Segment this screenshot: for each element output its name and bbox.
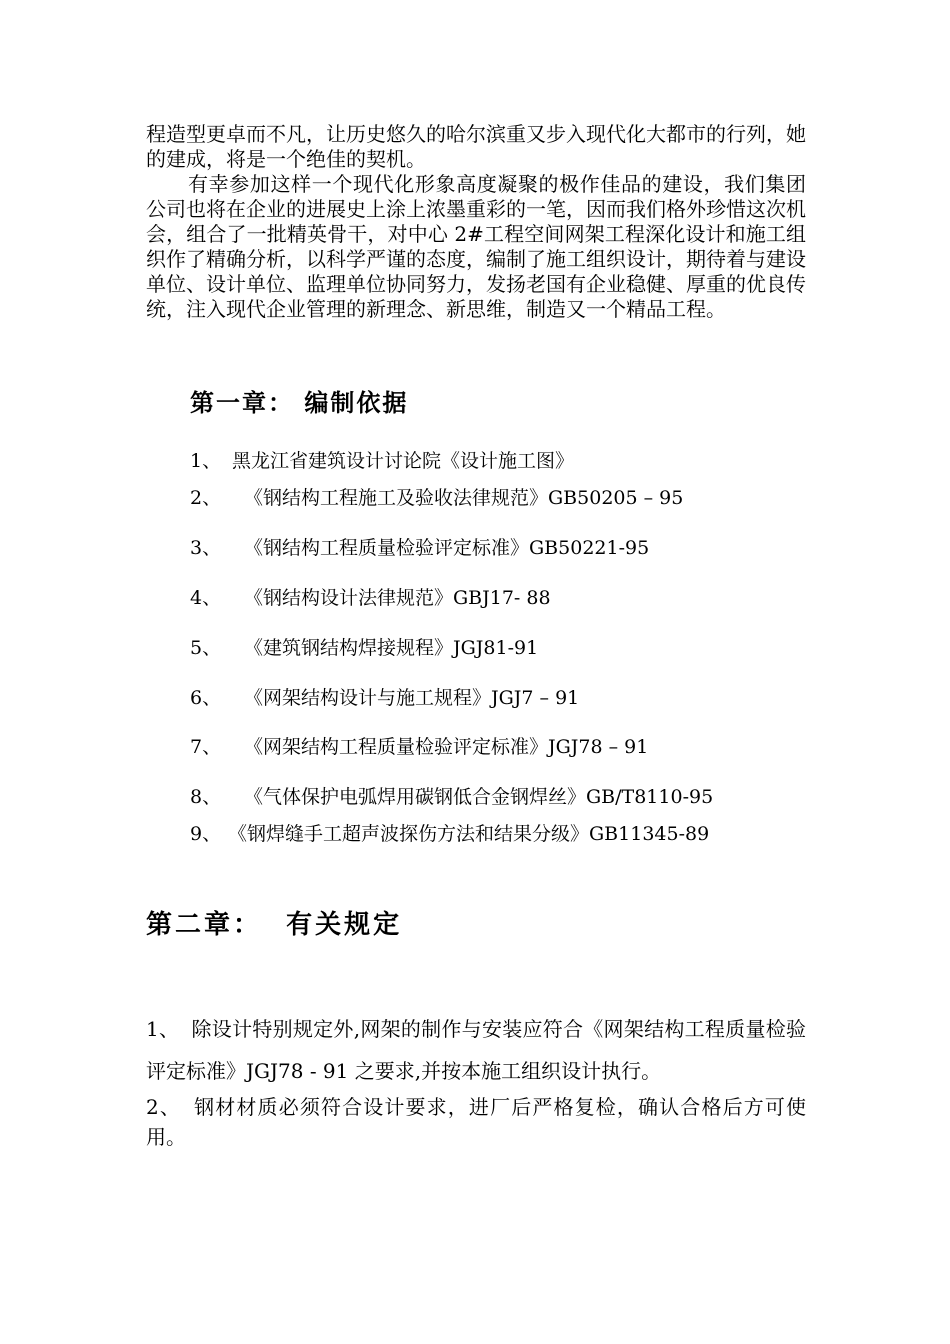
intro-paragraph: 程造型更卓而不凡，让历史悠久的哈尔滨重又步入现代化大都市的行列，她的建成，将是一个绝佳的契机。 (146, 122, 806, 171)
reference-number: 4、 (190, 587, 222, 609)
reference-number: 9、 (190, 823, 222, 845)
reference-number: 7、 (190, 736, 222, 758)
reference-number: 1、 (190, 450, 222, 472)
reference-text: 《钢结构设计法律规范》GBJ17- 88 (244, 587, 551, 609)
reference-number: 5、 (190, 637, 222, 659)
reference-number: 6、 (190, 687, 222, 709)
reference-text: 黑龙江省建筑设计讨论院《设计施工图》 (232, 450, 575, 472)
reference-item (190, 735, 648, 759)
regulation-number: 1、 (146, 1017, 180, 1041)
reference-text: 《建筑钢结构焊接规程》JGJ81-91 (244, 637, 539, 659)
reference-number: 3、 (190, 537, 222, 559)
regulation-number: 2、 (146, 1095, 181, 1119)
reference-item (190, 785, 713, 809)
reference-text: 《钢焊缝手工超声波探伤方法和结果分级》GB11345-89 (228, 823, 710, 845)
reference-text: 《气体保护电弧焊用碳钢低合金钢焊丝》GB/T8110-95 (244, 786, 714, 808)
chapter-1-title: 第一章： 编制依据 (190, 389, 409, 417)
regulations-section (146, 1008, 806, 1152)
intro-paragraph: 有幸参加这样一个现代化形象高度凝聚的极作佳品的建设，我们集团公司也将在企业的进展史上涂上浓墨重彩的一笔，因而我们格外珍惜这次机会，组合了一批精英骨干，对中心 2#工程空间网架工程深化设计和施工组织作了精确分析，以科学严谨的态度，编制了施工组织设计，期待着与建设单位、设计单位、监理单位协同努力，发扬老国有企业稳健、厚重的优良传统，注入现代企业管理的新理念、新思维，制造又一个精品工程。 (146, 172, 806, 321)
reference-item (190, 449, 574, 473)
reference-item (190, 686, 579, 710)
reference-text: 《钢结构工程质量检验评定标准》GB50221-95 (244, 537, 650, 559)
reference-number: 2、 (190, 487, 222, 509)
reference-item (190, 636, 538, 660)
reference-item (190, 486, 683, 510)
regulation-text: 除设计特别规定外,网架的制作与安装应符合《网架结构工程质量检验评定标准》JGJ78 - 91 之要求,并按本施工组织设计执行。 (146, 1017, 806, 1083)
reference-item (190, 822, 709, 846)
intro-section (146, 122, 806, 322)
reference-text: 《网架结构设计与施工规程》JGJ7 – 91 (244, 687, 580, 709)
regulation-item (146, 1008, 806, 1092)
reference-item (190, 536, 649, 560)
regulation-text: 钢材材质必须符合设计要求，进厂后严格复检，确认合格后方可使用。 (146, 1095, 806, 1149)
reference-text: 《网架结构工程质量检验评定标准》JGJ78 – 91 (244, 736, 649, 758)
reference-number: 8、 (190, 786, 222, 808)
reference-text: 《钢结构工程施工及验收法律规范》GB50205 – 95 (244, 487, 684, 509)
reference-item (190, 586, 551, 610)
chapter-2-title: 第二章： 有关规定 (146, 910, 403, 940)
regulation-item (146, 1092, 806, 1152)
